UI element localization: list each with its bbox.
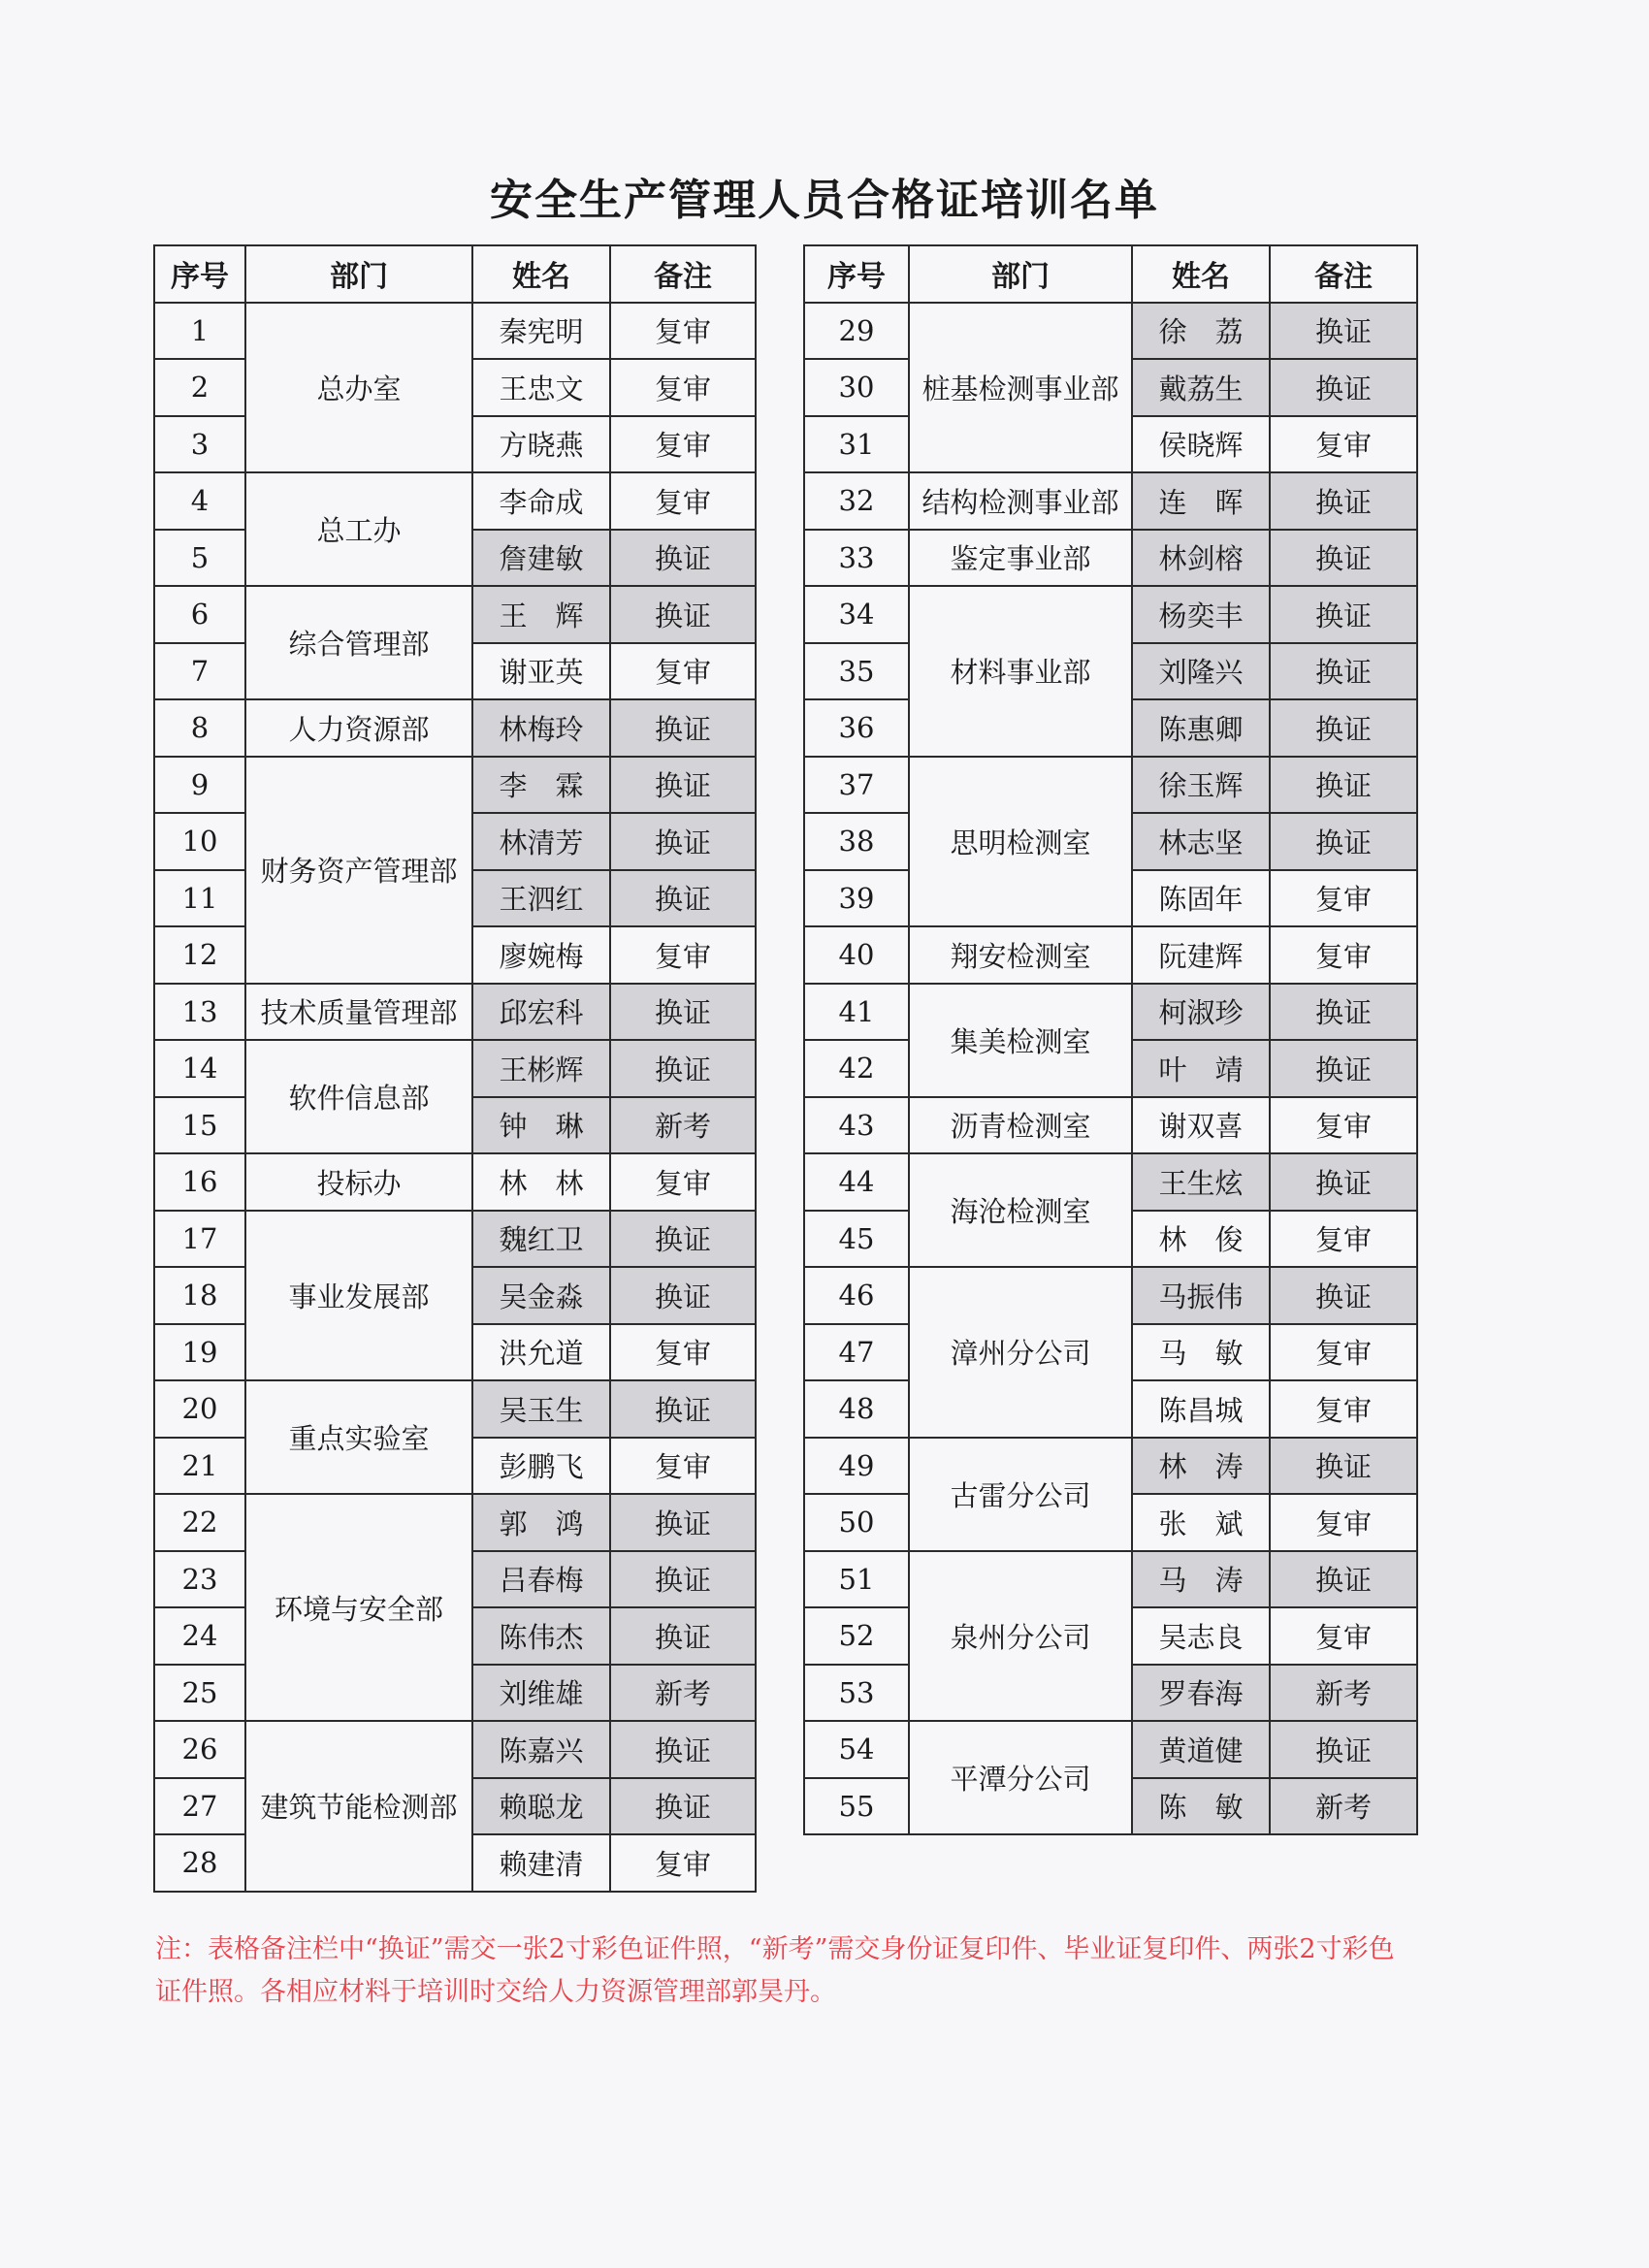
name-cell: 黄道健 — [1132, 1721, 1270, 1778]
name-cell: 彭鹏飞 — [472, 1438, 610, 1495]
remark-cell: 复审 — [1270, 1324, 1417, 1381]
seq-cell: 8 — [154, 699, 245, 757]
name-cell: 王彬辉 — [472, 1040, 610, 1097]
remark-cell: 换证 — [610, 813, 756, 870]
table-row — [154, 586, 756, 643]
footnote: 注：表格备注栏中“换证”需交一张2寸彩色证件照，“新考”需交身份证复印件、毕业证复印件、两张2寸彩色证件照。各相应材料于培训时交给人力资源管理部郭昊丹。 — [155, 1934, 1395, 2007]
name-cell: 林清芳 — [472, 813, 610, 870]
remark-cell: 复审 — [610, 303, 756, 360]
name-cell: 吕春梅 — [472, 1551, 610, 1608]
name-cell: 林梅玲 — [472, 699, 610, 757]
remark-cell: 复审 — [1270, 1494, 1417, 1551]
seq-cell: 31 — [804, 416, 909, 473]
seq-cell: 43 — [804, 1097, 909, 1154]
seq-cell: 3 — [154, 416, 245, 473]
name-cell: 林 俊 — [1132, 1211, 1270, 1268]
seq-cell: 53 — [804, 1665, 909, 1722]
table-row — [154, 757, 756, 814]
seq-cell: 37 — [804, 757, 909, 814]
table-row — [154, 1494, 756, 1551]
header-dept: 部门 — [909, 245, 1132, 303]
remark-cell: 复审 — [610, 643, 756, 700]
dept-cell: 海沧检测室 — [909, 1153, 1132, 1267]
dept-cell: 思明检测室 — [909, 757, 1132, 927]
dept-cell: 桩基检测事业部 — [909, 303, 1132, 473]
name-cell: 侯晓辉 — [1132, 416, 1270, 473]
table-row — [804, 303, 1417, 360]
remark-cell: 换证 — [610, 530, 756, 587]
name-cell: 洪允道 — [472, 1324, 610, 1381]
name-cell: 郭 鸿 — [472, 1494, 610, 1551]
seq-cell: 48 — [804, 1380, 909, 1438]
dept-cell: 总工办 — [245, 472, 472, 586]
name-cell: 陈固年 — [1132, 870, 1270, 927]
dept-cell: 技术质量管理部 — [245, 984, 472, 1041]
name-cell: 王 辉 — [472, 586, 610, 643]
table-row — [804, 530, 1417, 587]
name-cell: 徐玉辉 — [1132, 757, 1270, 814]
table-row — [154, 699, 756, 757]
name-cell: 叶 靖 — [1132, 1040, 1270, 1097]
name-cell: 柯淑珍 — [1132, 984, 1270, 1041]
remark-cell: 换证 — [1270, 359, 1417, 416]
header-name: 姓名 — [472, 245, 610, 303]
remark-cell: 换证 — [610, 1778, 756, 1835]
seq-cell: 55 — [804, 1778, 909, 1835]
name-cell: 方晓燕 — [472, 416, 610, 473]
seq-cell: 25 — [154, 1665, 245, 1722]
seq-cell: 20 — [154, 1380, 245, 1438]
name-cell: 戴荔生 — [1132, 359, 1270, 416]
name-cell: 秦宪明 — [472, 303, 610, 360]
remark-cell: 换证 — [1270, 699, 1417, 757]
remark-cell: 复审 — [1270, 416, 1417, 473]
seq-cell: 44 — [804, 1153, 909, 1211]
header-row — [154, 245, 756, 303]
seq-cell: 28 — [154, 1834, 245, 1892]
name-cell: 陈昌城 — [1132, 1380, 1270, 1438]
name-cell: 赖聪龙 — [472, 1778, 610, 1835]
seq-cell: 15 — [154, 1097, 245, 1154]
name-cell: 吴志良 — [1132, 1607, 1270, 1665]
remark-cell: 换证 — [610, 870, 756, 927]
remark-cell: 新考 — [610, 1097, 756, 1154]
remark-cell: 复审 — [610, 359, 756, 416]
seq-cell: 10 — [154, 813, 245, 870]
seq-cell: 12 — [154, 926, 245, 984]
seq-cell: 27 — [154, 1778, 245, 1835]
seq-cell: 38 — [804, 813, 909, 870]
table-row — [154, 984, 756, 1041]
name-cell: 马 涛 — [1132, 1551, 1270, 1608]
seq-cell: 29 — [804, 303, 909, 360]
name-cell: 林 涛 — [1132, 1438, 1270, 1495]
name-cell: 林 林 — [472, 1153, 610, 1211]
seq-cell: 26 — [154, 1721, 245, 1778]
name-cell: 王生炫 — [1132, 1153, 1270, 1211]
name-cell: 李命成 — [472, 472, 610, 530]
remark-cell: 复审 — [610, 1438, 756, 1495]
seq-cell: 40 — [804, 926, 909, 984]
remark-cell: 换证 — [1270, 813, 1417, 870]
seq-cell: 4 — [154, 472, 245, 530]
seq-cell: 5 — [154, 530, 245, 587]
name-cell: 罗春海 — [1132, 1665, 1270, 1722]
table-row — [804, 926, 1417, 984]
remark-cell: 换证 — [1270, 1438, 1417, 1495]
seq-cell: 22 — [154, 1494, 245, 1551]
name-cell: 王忠文 — [472, 359, 610, 416]
seq-cell: 23 — [154, 1551, 245, 1608]
header-dept: 部门 — [245, 245, 472, 303]
seq-cell: 11 — [154, 870, 245, 927]
name-cell: 谢亚英 — [472, 643, 610, 700]
name-cell: 陈嘉兴 — [472, 1721, 610, 1778]
table-row — [804, 1551, 1417, 1608]
seq-cell: 32 — [804, 472, 909, 530]
seq-cell: 1 — [154, 303, 245, 360]
name-cell: 阮建辉 — [1132, 926, 1270, 984]
table-row — [804, 1721, 1417, 1778]
table-row — [804, 1267, 1417, 1324]
remark-cell: 换证 — [1270, 984, 1417, 1041]
seq-cell: 24 — [154, 1607, 245, 1665]
seq-cell: 54 — [804, 1721, 909, 1778]
dept-cell: 鉴定事业部 — [909, 530, 1132, 587]
remark-cell: 换证 — [1270, 643, 1417, 700]
remark-cell: 换证 — [610, 1040, 756, 1097]
roster-table-left — [153, 244, 757, 1893]
remark-cell: 复审 — [1270, 870, 1417, 927]
name-cell: 马 敏 — [1132, 1324, 1270, 1381]
remark-cell: 换证 — [1270, 1721, 1417, 1778]
remark-cell: 复审 — [610, 472, 756, 530]
table-row — [804, 472, 1417, 530]
name-cell: 林志坚 — [1132, 813, 1270, 870]
remark-cell: 换证 — [1270, 1040, 1417, 1097]
seq-cell: 46 — [804, 1267, 909, 1324]
name-cell: 谢双喜 — [1132, 1097, 1270, 1154]
table-row — [804, 1153, 1417, 1211]
dept-cell: 重点实验室 — [245, 1380, 472, 1494]
remark-cell: 复审 — [610, 1834, 756, 1892]
seq-cell: 30 — [804, 359, 909, 416]
remark-cell: 复审 — [610, 1153, 756, 1211]
seq-cell: 51 — [804, 1551, 909, 1608]
name-cell: 陈伟杰 — [472, 1607, 610, 1665]
name-cell: 邱宏科 — [472, 984, 610, 1041]
dept-cell: 古雷分公司 — [909, 1438, 1132, 1551]
roster-table-right — [803, 244, 1418, 1835]
remark-cell: 复审 — [610, 1324, 756, 1381]
dept-cell: 人力资源部 — [245, 699, 472, 757]
name-cell: 赖建清 — [472, 1834, 610, 1892]
table-row — [154, 1153, 756, 1211]
name-cell: 刘维雄 — [472, 1665, 610, 1722]
remark-cell: 换证 — [610, 1494, 756, 1551]
remark-cell: 复审 — [1270, 1097, 1417, 1154]
seq-cell: 36 — [804, 699, 909, 757]
table-row — [154, 472, 756, 530]
seq-cell: 33 — [804, 530, 909, 587]
dept-cell: 总办室 — [245, 303, 472, 473]
seq-cell: 6 — [154, 586, 245, 643]
name-cell: 刘隆兴 — [1132, 643, 1270, 700]
remark-cell: 新考 — [610, 1665, 756, 1722]
name-cell: 廖婉梅 — [472, 926, 610, 984]
remark-cell: 换证 — [610, 699, 756, 757]
remark-cell: 换证 — [1270, 530, 1417, 587]
seq-cell: 41 — [804, 984, 909, 1041]
table-row — [154, 1211, 756, 1268]
remark-cell: 换证 — [1270, 1267, 1417, 1324]
dept-cell: 财务资产管理部 — [245, 757, 472, 984]
dept-cell: 沥青检测室 — [909, 1097, 1132, 1154]
remark-cell: 换证 — [1270, 1153, 1417, 1211]
remark-cell: 新考 — [1270, 1665, 1417, 1722]
seq-cell: 19 — [154, 1324, 245, 1381]
remark-cell: 换证 — [610, 1267, 756, 1324]
name-cell: 魏红卫 — [472, 1211, 610, 1268]
remark-cell: 复审 — [1270, 926, 1417, 984]
name-cell: 杨奕丰 — [1132, 586, 1270, 643]
remark-cell: 换证 — [610, 1607, 756, 1665]
seq-cell: 39 — [804, 870, 909, 927]
header-remark: 备注 — [1270, 245, 1417, 303]
dept-cell: 建筑节能检测部 — [245, 1721, 472, 1892]
table-row — [804, 984, 1417, 1041]
dept-cell: 漳州分公司 — [909, 1267, 1132, 1438]
remark-cell: 复审 — [1270, 1607, 1417, 1665]
seq-cell: 7 — [154, 643, 245, 700]
name-cell: 徐 荔 — [1132, 303, 1270, 360]
table-row — [804, 1097, 1417, 1154]
name-cell: 张 斌 — [1132, 1494, 1270, 1551]
seq-cell: 45 — [804, 1211, 909, 1268]
remark-cell: 换证 — [1270, 1551, 1417, 1608]
remark-cell: 复审 — [610, 416, 756, 473]
name-cell: 钟 琳 — [472, 1097, 610, 1154]
remark-cell: 换证 — [610, 586, 756, 643]
remark-cell: 换证 — [610, 757, 756, 814]
table-row — [154, 1380, 756, 1438]
seq-cell: 21 — [154, 1438, 245, 1495]
name-cell: 陈惠卿 — [1132, 699, 1270, 757]
name-cell: 连 晖 — [1132, 472, 1270, 530]
seq-cell: 35 — [804, 643, 909, 700]
seq-cell: 17 — [154, 1211, 245, 1268]
remark-cell: 换证 — [610, 1721, 756, 1778]
seq-cell: 47 — [804, 1324, 909, 1381]
document-title: 安全生产管理人员合格证培训名单 — [490, 176, 1159, 225]
name-cell: 林剑榕 — [1132, 530, 1270, 587]
dept-cell: 综合管理部 — [245, 586, 472, 699]
remark-cell: 换证 — [1270, 586, 1417, 643]
table-row — [804, 1438, 1417, 1495]
dept-cell: 软件信息部 — [245, 1040, 472, 1153]
seq-cell: 14 — [154, 1040, 245, 1097]
remark-cell: 换证 — [610, 1551, 756, 1608]
seq-cell: 52 — [804, 1607, 909, 1665]
dept-cell: 集美检测室 — [909, 984, 1132, 1097]
name-cell: 陈 敏 — [1132, 1778, 1270, 1835]
name-cell: 王泗红 — [472, 870, 610, 927]
seq-cell: 16 — [154, 1153, 245, 1211]
name-cell: 詹建敏 — [472, 530, 610, 587]
seq-cell: 13 — [154, 984, 245, 1041]
name-cell: 马振伟 — [1132, 1267, 1270, 1324]
table-row — [804, 586, 1417, 643]
remark-cell: 换证 — [610, 1380, 756, 1438]
header-seq: 序号 — [154, 245, 245, 303]
header-seq: 序号 — [804, 245, 909, 303]
seq-cell: 50 — [804, 1494, 909, 1551]
header-row — [804, 245, 1417, 303]
seq-cell: 2 — [154, 359, 245, 416]
dept-cell: 翔安检测室 — [909, 926, 1132, 984]
remark-cell: 换证 — [1270, 303, 1417, 360]
dept-cell: 投标办 — [245, 1153, 472, 1211]
table-row — [154, 1040, 756, 1097]
remark-cell: 复审 — [1270, 1380, 1417, 1438]
dept-cell: 泉州分公司 — [909, 1551, 1132, 1722]
name-cell: 李 霖 — [472, 757, 610, 814]
table-row — [154, 1721, 756, 1778]
seq-cell: 42 — [804, 1040, 909, 1097]
remark-cell: 新考 — [1270, 1778, 1417, 1835]
dept-cell: 环境与安全部 — [245, 1494, 472, 1721]
header-name: 姓名 — [1132, 245, 1270, 303]
table-row — [804, 757, 1417, 814]
remark-cell: 复审 — [1270, 1211, 1417, 1268]
remark-cell: 换证 — [1270, 472, 1417, 530]
seq-cell: 34 — [804, 586, 909, 643]
table-row — [154, 303, 756, 360]
dept-cell: 结构检测事业部 — [909, 472, 1132, 530]
name-cell: 吴金淼 — [472, 1267, 610, 1324]
seq-cell: 18 — [154, 1267, 245, 1324]
seq-cell: 9 — [154, 757, 245, 814]
dept-cell: 材料事业部 — [909, 586, 1132, 757]
name-cell: 吴玉生 — [472, 1380, 610, 1438]
remark-cell: 换证 — [1270, 757, 1417, 814]
header-remark: 备注 — [610, 245, 756, 303]
remark-cell: 复审 — [610, 926, 756, 984]
seq-cell: 49 — [804, 1438, 909, 1495]
dept-cell: 平潭分公司 — [909, 1721, 1132, 1834]
remark-cell: 换证 — [610, 1211, 756, 1268]
remark-cell: 换证 — [610, 984, 756, 1041]
dept-cell: 事业发展部 — [245, 1211, 472, 1381]
